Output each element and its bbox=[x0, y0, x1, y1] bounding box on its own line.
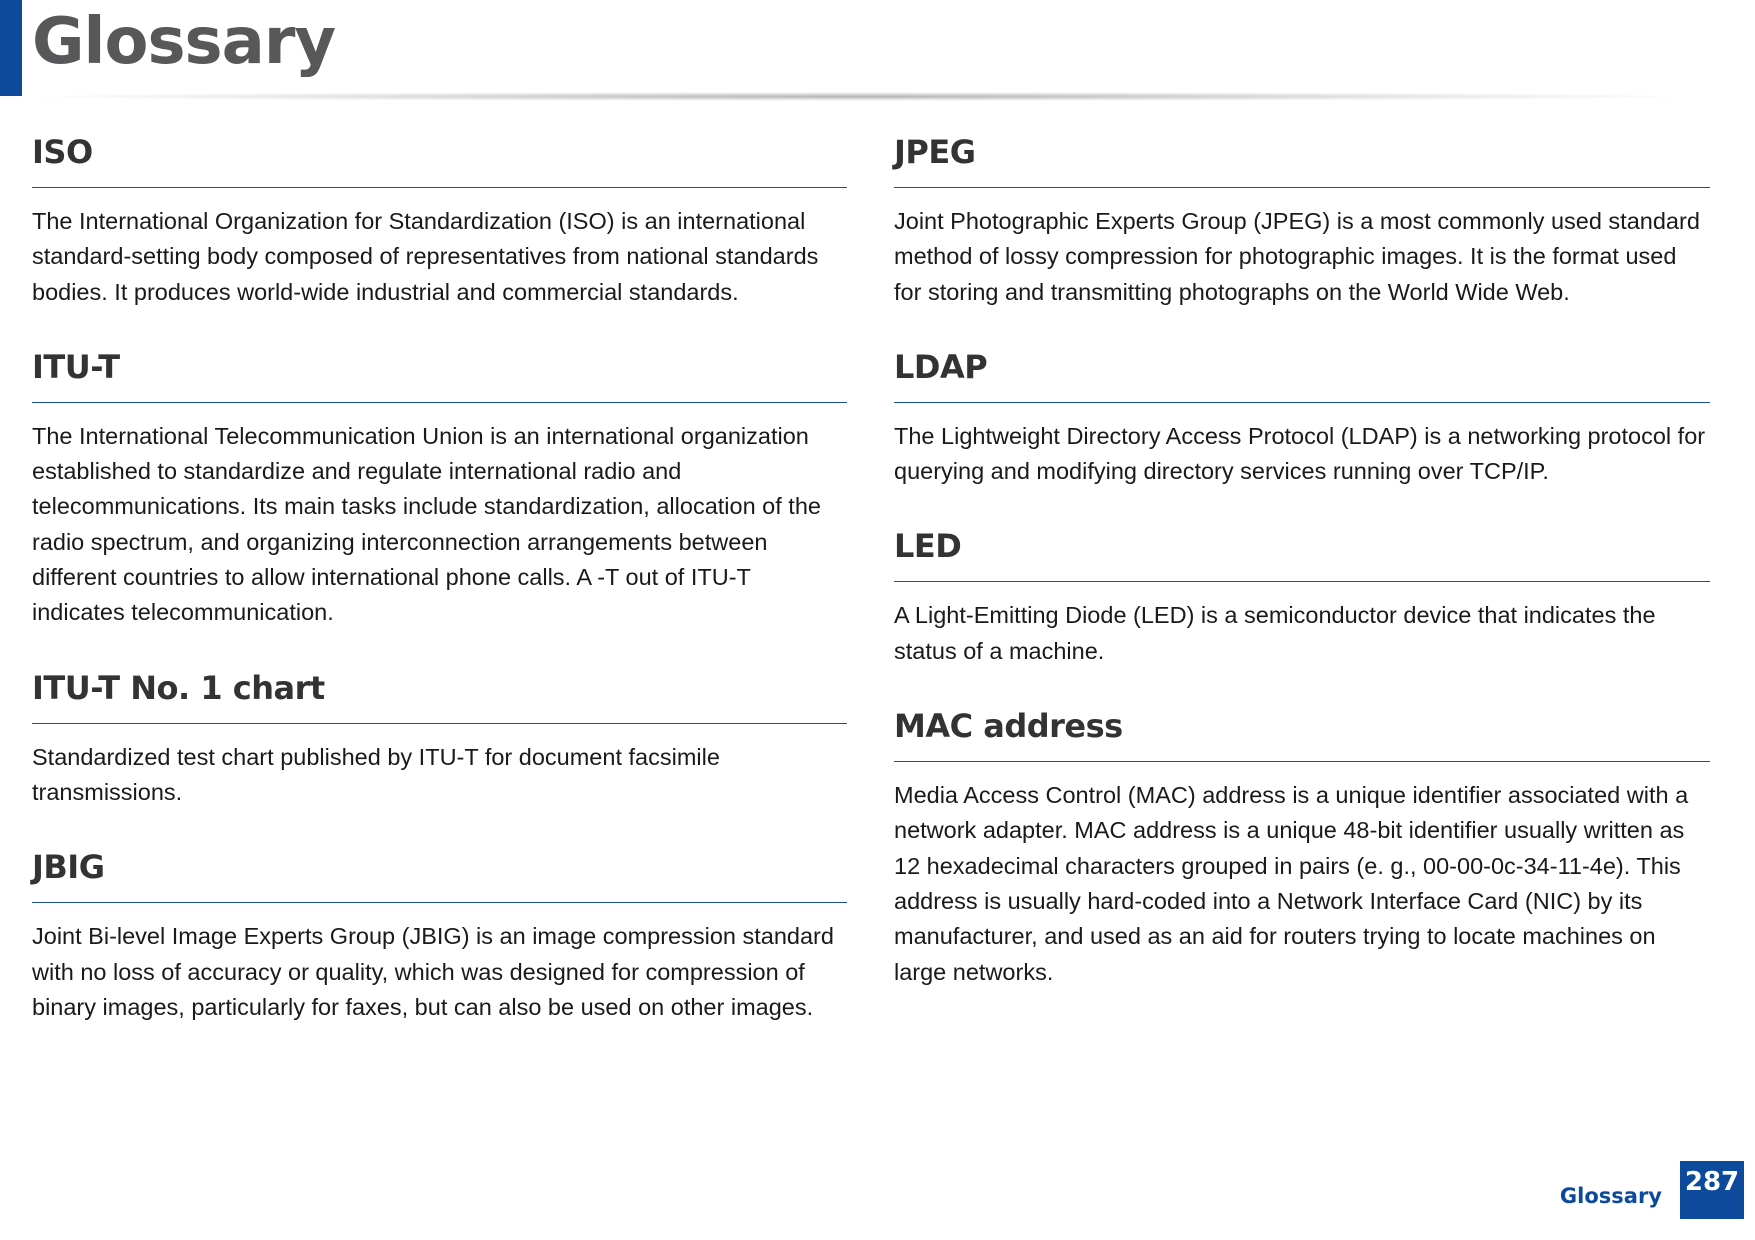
term-heading: ITU-T No. 1 chart bbox=[32, 664, 847, 724]
term-definition: Media Access Control (MAC) address is a unique identifier associated with a network adapter. MAC address is a unique 48-bit identifier usually written as 12 hexadecimal characters grouped in pairs (e. g., 00-00-0c-34-11-4e). This address is usually hard-coded into a Network Interface Card (NIC) by its manufacturer, and used as an aid for routers trying to locate machines on large networks. bbox=[894, 782, 1689, 985]
term-definition: The Lightweight Directory Access Protocol (LDAP) is a networking protocol for querying and modifying directory services running over TCP/IP. bbox=[894, 422, 1706, 485]
glossary-entry-jpeg bbox=[894, 128, 1710, 310]
page-title: Glossary bbox=[32, 5, 336, 79]
glossary-entry-itu-t bbox=[32, 343, 847, 631]
glossary-entry-led bbox=[894, 522, 1710, 669]
header-divider bbox=[32, 92, 1687, 101]
term-definition: The International Telecommunication Union is an international organization established to standardize and regulate international radio and telecommunications. Its main tasks include standardization, allocation of the radio spectrum, and organizing interconnection arrangements between different countries to allow international phone calls. A -T out of ITU-T indicates telecommunication. bbox=[32, 422, 821, 626]
term-heading: ITU-T bbox=[32, 343, 847, 403]
term-heading: JBIG bbox=[32, 843, 847, 903]
term-definition: Joint Bi-level Image Experts Group (JBIG) is an image compression standard with no loss of accuracy or quality, which was designed for compression of binary images, particularly for faxes, but can also be used on other images. bbox=[32, 923, 834, 1020]
glossary-entry-mac-address bbox=[894, 702, 1710, 990]
page-footer bbox=[1560, 1161, 1744, 1219]
page-header bbox=[0, 0, 1755, 110]
glossary-entry-iso bbox=[32, 128, 847, 310]
footer-section-label: Glossary bbox=[1559, 1184, 1662, 1208]
term-heading: JPEG bbox=[894, 128, 1710, 188]
term-definition: The International Organization for Standardization (ISO) is an international standard-setting body composed of representatives from national standards bodies. It produces world-wide industrial and commercial standards. bbox=[32, 208, 819, 305]
term-definition: A Light-Emitting Diode (LED) is a semiconductor device that indicates the status of a machine. bbox=[894, 602, 1656, 664]
glossary-entry-itu-t-no-1-chart bbox=[32, 664, 847, 811]
header-accent-bar bbox=[0, 0, 22, 96]
term-heading: LDAP bbox=[894, 343, 1710, 403]
term-heading: ISO bbox=[32, 128, 847, 188]
right-column bbox=[894, 128, 1710, 1023]
page-number-badge: 287 bbox=[1680, 1161, 1744, 1219]
term-definition: Joint Photographic Experts Group (JPEG) is a most commonly used standard method of lossy compression for photographic images. It is the format used for storing and transmitting photographs on the World Wide Web. bbox=[894, 208, 1700, 305]
glossary-entry-ldap bbox=[894, 343, 1710, 490]
glossary-entry-jbig bbox=[32, 843, 847, 1025]
term-heading: LED bbox=[894, 522, 1710, 582]
term-definition: Standardized test chart published by ITU-T for document facsimile transmissions. bbox=[32, 743, 720, 805]
term-heading: MAC address bbox=[894, 702, 1710, 762]
left-column bbox=[32, 128, 847, 1058]
